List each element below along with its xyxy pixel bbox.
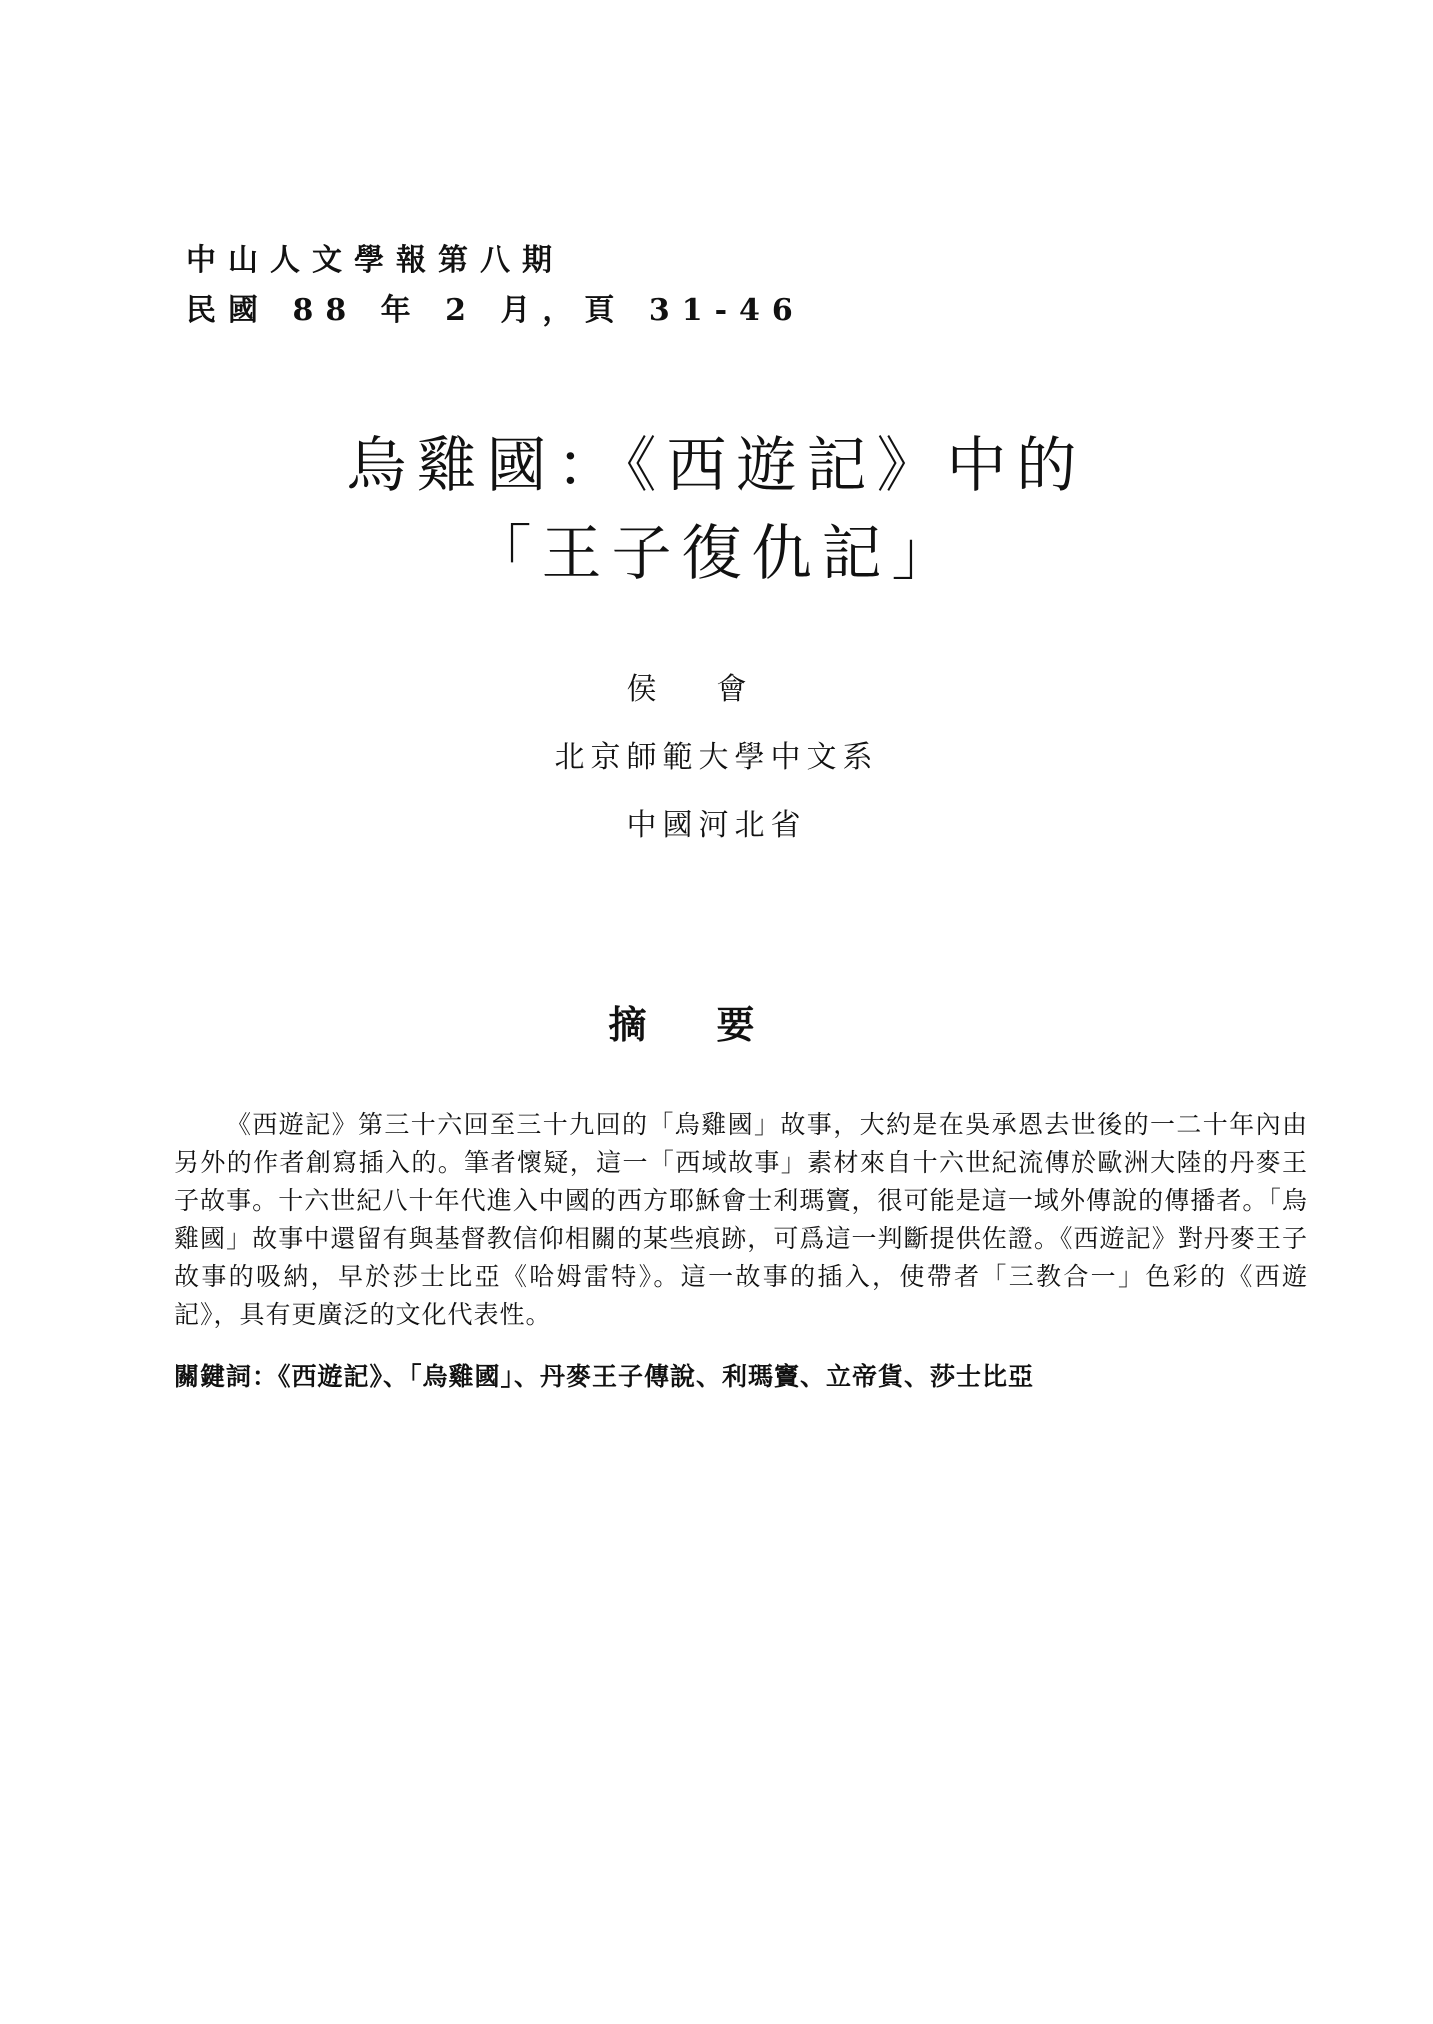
author-name: 侯會 <box>626 672 807 707</box>
author-location: 中國河北省 <box>626 808 807 843</box>
paper-title-line1: 烏雞國：《西遊記》中的 <box>346 431 1087 501</box>
journal-issue: 民國 88 年 2 月，頁 31-46 <box>186 293 805 328</box>
paper-title-line2: 「王子復仇記」 <box>471 519 962 589</box>
keywords: 關鍵詞：《西遊記》、「烏雞國」、丹麥王子傳說、利瑪竇、立帝貨、莎士比亞 <box>174 1362 1035 1391</box>
abstract-heading: 摘要 <box>608 1003 825 1047</box>
author-affiliation: 北京師範大學中文系 <box>554 740 879 775</box>
abstract-body: 《西遊記》第三十六回至三十九回的「烏雞國」故事，大約是在吳承恩去世後的一二十年內由另外的作者創寫插入的。筆者懷疑，這一「西域故事」素材來自十六世紀流傳於歐洲大陸的丹麥王子故事。十六世紀八十年代進入中國的西方耶穌會士利瑪竇，很可能是這一域外傳說的傳播者。「烏雞國」故事中還留有與基督教信仰相關的某些痕跡，可爲這一判斷提供佐證。《西遊記》對丹麥王子故事的吸納，早於莎士比亞《哈姆雷特》。這一故事的插入，使帶者「三教合一」色彩的《西遊記》，具有更廣泛的文化代表性。 <box>174 1110 1308 1329</box>
journal-name: 中山人文學報第八期 <box>186 243 564 278</box>
journal-info <box>186 236 805 336</box>
